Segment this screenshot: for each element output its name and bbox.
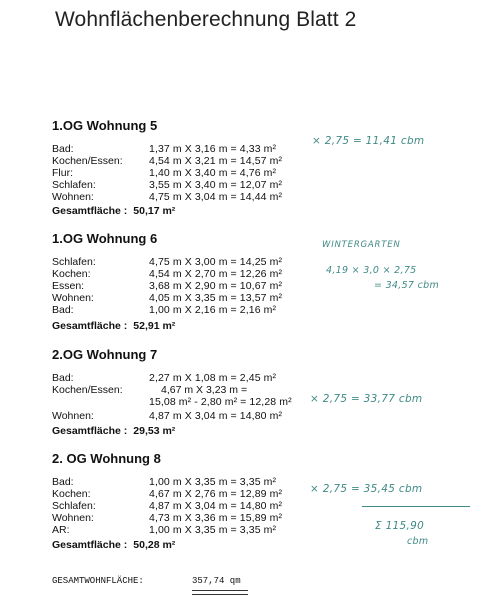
- total-row: [52, 320, 175, 332]
- room-label: Bad:: [52, 372, 74, 384]
- room-calc: 4,54 m X 2,70 m = 12,26 m²: [149, 268, 283, 280]
- room-calc: 4,05 m X 3,35 m = 13,57 m²: [149, 292, 283, 304]
- room-calc: 4,87 m X 3,04 m = 14,80 m²: [149, 410, 283, 422]
- area-row: [52, 512, 312, 524]
- room-label: Wohnen:: [52, 410, 94, 422]
- room-calc: 4,87 m X 3,04 m = 14,80 m²: [149, 500, 283, 512]
- total-value: 50,17 m²: [133, 205, 176, 217]
- total-row: [52, 205, 175, 217]
- handwritten-sum-unit: cbm: [407, 536, 429, 547]
- room-calc: 1,00 m X 3,35 m = 3,35 m²: [149, 476, 277, 488]
- section-heading-wohnung-8: 2. OG Wohnung 8: [52, 451, 161, 466]
- total-label: Gesamtfläche :: [52, 205, 128, 217]
- room-label: Schlafen:: [52, 500, 96, 512]
- room-calc: 4,67 m X 2,76 m = 12,89 m²: [149, 488, 283, 500]
- handwritten-note-w7: × 2,75 = 33,77 cbm: [310, 393, 423, 405]
- room-label: Kochen/Essen:: [52, 384, 123, 396]
- area-row: [52, 191, 312, 203]
- handwritten-wintergarten-calc: 4,19 × 3,0 × 2,75: [326, 265, 417, 276]
- total-label: Gesamtfläche :: [52, 320, 128, 332]
- handwritten-note-w8: × 2,75 = 35,45 cbm: [310, 483, 423, 495]
- total-value: 52,91 m²: [133, 320, 176, 332]
- room-label: Essen:: [52, 280, 85, 292]
- room-label: AR:: [52, 524, 70, 536]
- room-label: Schlafen:: [52, 179, 96, 191]
- page-title: Wohnflächenberechnung Blatt 2: [55, 8, 357, 31]
- area-row: [52, 268, 312, 280]
- total-value: 50,28 m²: [133, 539, 176, 551]
- total-value: 29,53 m²: [133, 425, 176, 437]
- grand-total-label: GESAMTWOHNFLÄCHE:: [52, 576, 144, 586]
- area-row: [52, 524, 312, 536]
- room-calc: 3,55 m X 3,40 m = 12,07 m²: [149, 179, 283, 191]
- total-row: [52, 425, 175, 437]
- area-row: [52, 410, 312, 422]
- area-row: [52, 372, 312, 384]
- handwritten-sum: Σ 115,90: [375, 520, 425, 532]
- room-calc: 1,00 m X 3,35 m = 3,35 m²: [149, 524, 277, 536]
- room-label: Schlafen:: [52, 256, 96, 268]
- room-calc: 2,27 m X 1,08 m = 2,45 m²: [149, 372, 277, 384]
- room-calc: 4,67 m X 3,23 m =: [161, 384, 248, 396]
- room-label: Wohnen:: [52, 191, 94, 203]
- room-calc: 4,75 m X 3,00 m = 14,25 m²: [149, 256, 283, 268]
- room-calc: 4,54 m X 3,21 m = 14,57 m²: [149, 155, 283, 167]
- room-label: Kochen:: [52, 488, 91, 500]
- room-label: Kochen:: [52, 268, 91, 280]
- room-calc: 1,40 m X 3,40 m = 4,76 m²: [149, 167, 277, 179]
- handwritten-wintergarten-result: = 34,57 cbm: [374, 280, 440, 291]
- room-label: Bad:: [52, 143, 74, 155]
- total-label: Gesamtfläche :: [52, 539, 128, 551]
- area-row: [52, 500, 312, 512]
- room-label: Bad:: [52, 476, 74, 488]
- area-row: [52, 280, 312, 292]
- area-row: [52, 179, 312, 191]
- grand-total-underline: [192, 590, 248, 595]
- area-row: [52, 256, 312, 268]
- area-row: [52, 396, 312, 408]
- room-label: Flur:: [52, 167, 73, 179]
- section-heading-wohnung-5: 1.OG Wohnung 5: [52, 118, 158, 133]
- area-row: [52, 167, 312, 179]
- area-row: [52, 155, 312, 167]
- room-label: Kochen/Essen:: [52, 155, 123, 167]
- handwritten-sum-line: [362, 506, 470, 507]
- handwritten-note-w5: × 2,75 = 11,41 cbm: [312, 135, 425, 147]
- room-label: Wohnen:: [52, 292, 94, 304]
- area-row: [52, 304, 312, 316]
- handwritten-wintergarten-title: WINTERGARTEN: [322, 240, 401, 250]
- room-calc: 3,68 m X 2,90 m = 10,67 m²: [149, 280, 283, 292]
- total-row: [52, 539, 175, 551]
- area-row: [52, 488, 312, 500]
- area-row: [52, 292, 312, 304]
- area-row: [52, 476, 312, 488]
- section-heading-wohnung-7: 2.OG Wohnung 7: [52, 347, 158, 362]
- room-calc: 4,75 m X 3,04 m = 14,44 m²: [149, 191, 283, 203]
- room-calc: 1,00 m X 2,16 m = 2,16 m²: [149, 304, 277, 316]
- total-label: Gesamtfläche :: [52, 425, 128, 437]
- room-label: Wohnen:: [52, 512, 94, 524]
- room-calc: 4,73 m X 3,36 m = 15,89 m²: [149, 512, 283, 524]
- room-calc: 1,37 m X 3,16 m = 4,33 m²: [149, 143, 277, 155]
- room-calc: 15,08 m² - 2,80 m² = 12,28 m²: [149, 396, 292, 408]
- room-label: Bad:: [52, 304, 74, 316]
- area-row: [52, 143, 312, 155]
- area-row: [52, 384, 312, 396]
- section-heading-wohnung-6: 1.OG Wohnung 6: [52, 231, 158, 246]
- grand-total-value: 357,74 qm: [192, 576, 241, 586]
